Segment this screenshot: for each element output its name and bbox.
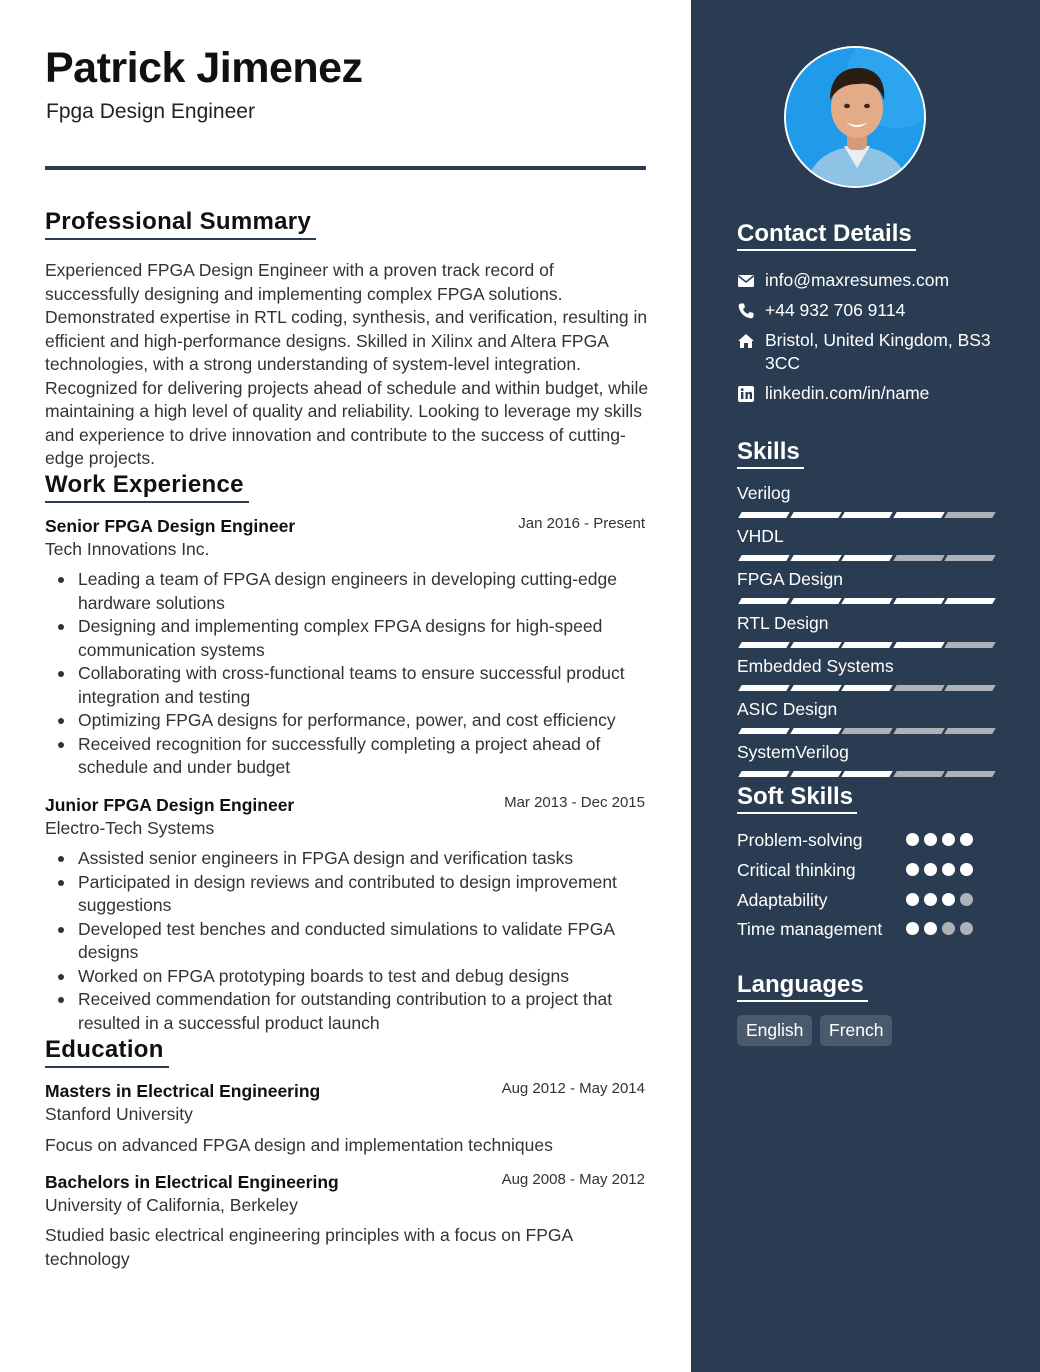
soft-skill-name: Adaptability [737, 890, 828, 910]
skill-level-segment [893, 642, 944, 648]
skill-level-segment [944, 598, 995, 604]
skill-name: RTL Design [737, 612, 829, 633]
rating-dot [960, 893, 973, 906]
skill-level-segment [738, 598, 789, 604]
contact-address-text: Bristol, United Kingdom, BS3 3CC [765, 330, 991, 373]
list-item: Received commendation for outstanding contribution to a project that resulted in a successful product launch [45, 988, 645, 1035]
soft-skill-rating [906, 863, 986, 877]
soft-skill-name: Problem-solving [737, 830, 863, 850]
skill-level-segment [790, 598, 841, 604]
list-item: Worked on FPGA prototyping boards to test and debug designs [45, 965, 645, 989]
skill-level-segment [944, 728, 995, 734]
skill-name: Verilog [737, 483, 791, 503]
skill-level-segment [790, 642, 841, 648]
skill-level-segment [790, 771, 841, 777]
skill-level-segment [944, 685, 995, 691]
rating-dot [906, 863, 919, 876]
skill-level-bar [737, 771, 993, 777]
skill-level-segment [893, 728, 944, 734]
rating-dot [906, 893, 919, 906]
education-school-1: Stanford University [45, 1104, 193, 1124]
soft-skill-rating [906, 893, 986, 907]
skill-name: ASIC Design [737, 699, 838, 719]
rating-dot [942, 893, 955, 906]
header-divider [45, 166, 646, 170]
rating-dot [924, 863, 937, 876]
profile-photo [784, 46, 926, 188]
candidate-title: Fpga Design Engineer [46, 100, 255, 123]
skill-level-segment [944, 771, 995, 777]
job-dates-1: Jan 2016 - Present [518, 515, 645, 532]
skill-level-segment [790, 555, 841, 561]
list-item: Received recognition for successfully completing a project ahead of schedule and under budget [45, 733, 645, 780]
list-item: Optimizing FPGA designs for performance, power, and cost efficiency [45, 709, 645, 733]
contact-linkedin[interactable] [737, 382, 1007, 406]
education-dates-2: Aug 2008 - May 2012 [501, 1171, 645, 1188]
skill-name: VHDL [737, 526, 784, 547]
skill-level-segment [790, 512, 841, 518]
skill-level-segment [841, 512, 892, 518]
summary-text: Experienced FPGA Design Engineer with a proven track record of successfully designing and implementing complex FPGA solutions. Demonstrated expertise in RTL coding, synthesis, and verification, resulting in efficient and high-performance designs. Skilled in Xilinx and Altera FPGA technologies, with a strong understanding of system-level integration. Recognized for delivering projects ahead of schedule and within budget, while maintaining a high level of quality and reliability. Looking to leverage my skills and experience to drive innovation and contribute to the success of cutting-edge projects. [45, 260, 649, 468]
skill-level-segment [893, 512, 944, 518]
job-company-1: Tech Innovations Inc. [45, 539, 210, 559]
skill-level-segment [841, 771, 892, 777]
skill-level-segment [790, 685, 841, 691]
languages-heading: Languages [737, 971, 868, 1002]
job-bullets-2 [45, 847, 645, 1035]
soft-skill-name: Critical thinking [737, 860, 856, 880]
contact-phone-text: +44 932 706 9114 [765, 300, 906, 320]
skill-level-segment [841, 728, 892, 734]
skill-level-segment [841, 642, 892, 648]
envelope-icon [737, 272, 755, 290]
contact-phone[interactable] [737, 299, 1007, 323]
skill-level-segment [944, 512, 995, 518]
skill-level-segment [738, 642, 789, 648]
contact-linkedin-text: linkedin.com/in/name [765, 383, 930, 403]
list-item: Developed test benches and conducted simulations to validate FPGA designs [45, 918, 645, 965]
skill-name: Embedded Systems [737, 655, 894, 676]
job-bullets-1 [45, 568, 645, 780]
rating-dot [924, 833, 937, 846]
job-title-1: Senior FPGA Design Engineer [45, 516, 296, 536]
rating-dot [960, 833, 973, 846]
contact-heading: Contact Details [737, 220, 916, 251]
skill-level-segment [738, 771, 789, 777]
language-pill: English [737, 1015, 812, 1046]
experience-heading: Work Experience [45, 471, 249, 503]
skill-level-segment [893, 598, 944, 604]
rating-dot [960, 863, 973, 876]
education-dates-1: Aug 2012 - May 2014 [501, 1080, 645, 1097]
rating-dot [942, 833, 955, 846]
soft-skill-rating [906, 833, 986, 847]
skill-name: SystemVerilog [737, 742, 849, 763]
soft-skill-rating [906, 922, 986, 936]
rating-dot [942, 922, 955, 935]
summary-heading: Professional Summary [45, 208, 316, 240]
list-item: Collaborating with cross-functional teams to ensure successful product integration and testing [45, 662, 645, 709]
list-item: Participated in design reviews and contributed to design improvement suggestions [45, 871, 645, 918]
skill-level-segment [893, 555, 944, 561]
skill-level-segment [944, 555, 995, 561]
job-dates-2: Mar 2013 - Dec 2015 [504, 794, 645, 811]
avatar [786, 48, 926, 188]
skill-level-segment [841, 598, 892, 604]
skill-level-bar [737, 598, 993, 604]
skill-level-segment [841, 555, 892, 561]
skills-heading: Skills [737, 438, 804, 469]
skill-name: FPGA Design [737, 569, 844, 590]
skill-level-segment [738, 728, 789, 734]
skill-level-segment [790, 728, 841, 734]
list-item: Designing and implementing complex FPGA designs for high-speed communication systems [45, 615, 645, 662]
skill-level-segment [944, 642, 995, 648]
skill-level-segment [841, 685, 892, 691]
soft-skills-heading: Soft Skills [737, 783, 857, 814]
skill-level-bar [737, 555, 993, 561]
rating-dot [906, 922, 919, 935]
skill-level-bar [737, 642, 993, 648]
education-degree-1: Masters in Electrical Engineering [45, 1081, 321, 1101]
rating-dot [924, 893, 937, 906]
skill-level-bar [737, 728, 993, 734]
soft-skill-name: Time management [737, 919, 883, 939]
rating-dot [924, 922, 937, 935]
rating-dot [960, 922, 973, 935]
skill-level-segment [893, 685, 944, 691]
contact-address [737, 329, 1007, 377]
contact-email-text: info@maxresumes.com [765, 270, 950, 290]
job-company-2: Electro-Tech Systems [45, 818, 215, 838]
education-description-1: Focus on advanced FPGA design and implementation techniques [45, 1135, 553, 1155]
phone-icon [737, 302, 755, 320]
skill-level-segment [738, 555, 789, 561]
contact-email[interactable] [737, 269, 1007, 293]
list-item: Leading a team of FPGA design engineers in developing cutting-edge hardware solutions [45, 568, 645, 615]
skill-level-segment [738, 512, 789, 518]
skill-level-segment [738, 685, 789, 691]
home-icon [737, 332, 755, 350]
education-heading: Education [45, 1036, 169, 1068]
education-description-2: Studied basic electrical engineering principles with a focus on FPGA technology [45, 1225, 573, 1269]
education-school-2: University of California, Berkeley [45, 1195, 298, 1215]
candidate-name: Patrick Jimenez [45, 44, 363, 92]
education-degree-2: Bachelors in Electrical Engineering [45, 1172, 339, 1192]
skill-level-segment [893, 771, 944, 777]
rating-dot [906, 833, 919, 846]
skill-level-bar [737, 685, 993, 691]
language-pill: French [820, 1015, 892, 1046]
rating-dot [942, 863, 955, 876]
linkedin-icon [737, 385, 755, 403]
list-item: Assisted senior engineers in FPGA design and verification tasks [45, 847, 645, 871]
job-title-2: Junior FPGA Design Engineer [45, 795, 295, 815]
skill-level-bar [737, 512, 993, 518]
